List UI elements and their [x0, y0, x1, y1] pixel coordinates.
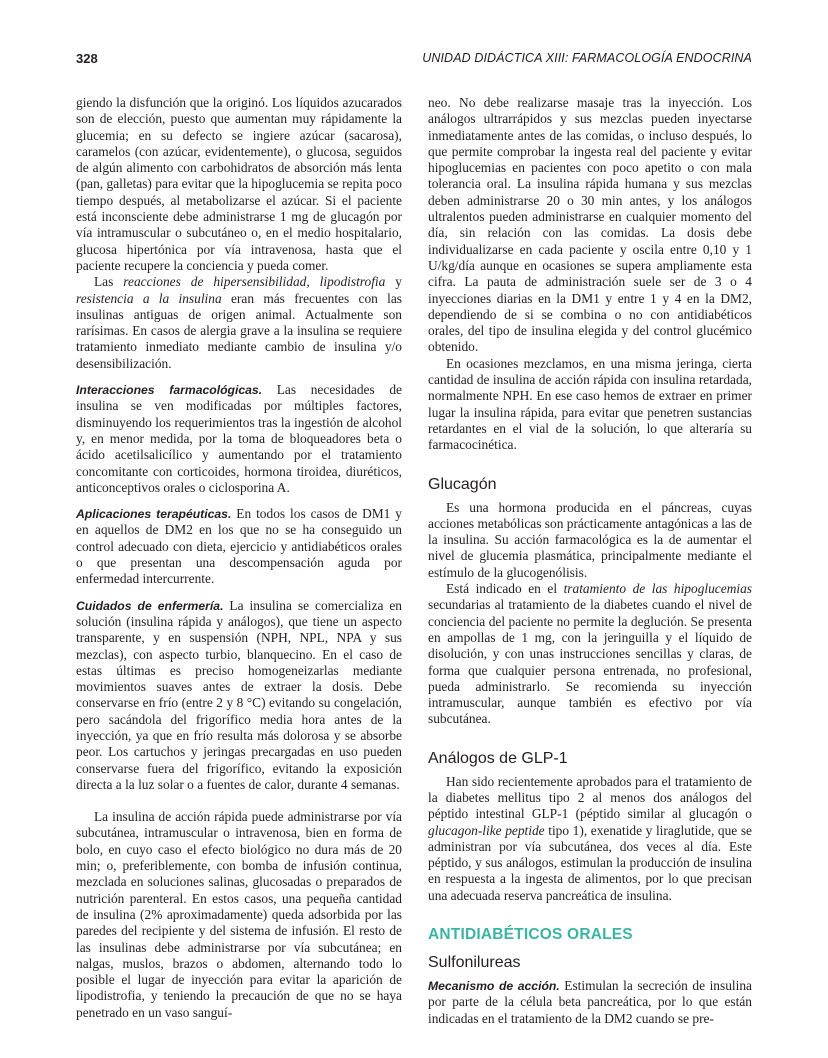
section-heading: ANTIDIABÉTICOS ORALES [428, 926, 633, 944]
page-number: 328 [76, 51, 98, 66]
glucagon-heading: Glucagón [428, 475, 497, 493]
interactions-paragraph: Interacciones farmacológicas. Las necesidades de insulina se ven modificadas por múltiples factores, disminuyendo los requerimientos tras la ingestión de alcohol y, en menor medida, por la toma de bloqueadores beta o ácido acetilsalicílico y aumentando por el tratamiento concomitante con corticoides, hormona tiroidea, diuréticos, anticonceptivos orales o ciclosporina A. [76, 382, 402, 495]
page-header [76, 51, 752, 71]
paragraph: La insulina de acción rápida puede administrarse por vía subcutánea, intramuscular o intravenosa, bien en forma de bolo, en cuyo caso el efecto biológico no dura más de 20 min; o, preferiblemente, con bomba de infusión continua, mezclada en soluciones salinas, glucosadas o preparados de nutrición parenteral. En estos casos, una pequeña cantidad de insulina (2% aproximadamente) queda adsorbida por las paredes del recipiente y del sistema de infusión. El resto de las insulinas debe administrarse por vía subcutánea; en nalgas, muslos, brazos o abdomen, alternando todo lo posible el lugar de inyección para evitar la aparición de lipodistrofia, y teniendo la precaución de que no se haya penetrado en un vaso sanguí- [76, 809, 402, 1020]
runin-heading: Cuidados de enfermería. [76, 598, 224, 613]
applications-paragraph: Aplicaciones terapéuticas. En todos los casos de DM1 y en aquellos de DM2 en los que no se ha conseguido un control adecuado con dieta, ejercicio y antidiabéticos orales o que presentan una descompensación aguda por enfermedad intercurrente. [76, 506, 402, 587]
paragraph: neo. No debe realizarse masaje tras la inyección. Los análogos ultrarrápidos y sus mezclas pueden inyectarse inmediatamente antes de las comidas, o incluso después, lo que permite comprobar la ingesta real del paciente y evitar hipoglucemias en pacientes con poco apetito o con mala tolerancia oral. La insulina rápida humana y sus mezclas deben administrarse 20 o 30 min antes, y los análogos ultralentos pueden administrarse en cualquier momento del día, sin relación con las comidas. La dosis debe individualizarse en cada paciente y oscila entre 0,10 y 1 U/kg/día aunque en ocasiones se supera ampliamente esta cifra. La pauta de administración suele ser de 3 o 4 inyecciones diarias en la DM1 y entre 1 y 4 en la DM2, dependiendo de si se combina o no con antidiabéticos orales, del tipo de insulina elegida y del control glucémico obtenido. [428, 95, 752, 355]
runin-heading: Interacciones farmacológicas. [76, 383, 263, 398]
paragraph: Está indicado en el tratamiento de las hipoglucemias secundarias al tratamiento de la diabetes cuando el nivel de conciencia del paciente no permite la deglución. Se presenta en ampollas de 1 mg, con la jeringuilla y el líquido de disolución, y con unas instrucciones sencillas y claras, de forma que cualquier persona entrenada, no profesional, pueda administrarlo. Se recomienda su inyección intramuscular, aunque también es efectivo por vía subcutánea. [428, 581, 752, 727]
paragraph: Las reacciones de hipersensibilidad, lipodistrofia y resistencia a la insulina eran más frecuentes con las insulinas antiguas de origen animal. Actualmente son rarísimas. En casos de alergia grave a la insulina se requiere tratamiento inmediato mediante cambio de insulina y/o desensibilización. [76, 274, 403, 371]
left-column [76, 95, 402, 1021]
running-title: UNIDAD DIDÁCTICA XIII: FARMACOLOGÍA ENDOCRINA [422, 51, 752, 65]
runin-heading: Aplicaciones terapéuticas. [76, 507, 232, 522]
nursing-care-paragraph: Cuidados de enfermería. La insulina se comercializa en solución (insulina rápida y análogos), que tiene un aspecto transparente, y en suspensión (NPH, NPL, NPA y sus mezclas), con aspecto turbio, blanquecino. En el caso de estas últimas es preciso homogeneizarlas mediante movimientos suaves antes de extraer la dosis. Debe conservarse en frío (entre 2 y 8 °C) evitando su congelación, pero sacándola del frigorífico media hora antes de la inyección, ya que en frío resulta más dolorosa y se absorbe peor. Los cartuchos y jeringas precargadas en uso pueden conservarse fuera del frigorífico, evitando la exposición directa a la luz solar o a fuentes de calor, durante 4 semanas. [76, 597, 402, 792]
paragraph: giendo la disfunción que la originó. Los líquidos azucarados son de elección, puesto que aumentan muy rápidamente la glucemia; en su defecto se ingiere azúcar (sacarosa), caramelos (con azúcar, evidentemente), o glucosa, seguidos de algún alimento con carbohidratos de absorción más lenta (pan, galletas) para evitar que la hipoglucemia se repita poco tiempo después, al metabolizarse el azúcar. Si el paciente está inconsciente debe administrarse 1 mg de glucagón por vía intramuscular o subcutáneo o, en el medio hospitalario, glucosa hipertónica por vía intravenosa, hasta que el paciente recupere la conciencia y pueda comer. [76, 95, 402, 273]
sulfonylureas-heading: Sulfonilureas [428, 954, 521, 972]
mechanism-paragraph: Mecanismo de acción. Estimulan la secreción de insulina por parte de la célula beta pancreática, por lo que están indicadas en el tratamiento de la DM2 cuando se pre- [428, 978, 752, 1026]
glp1-heading: Análogos de GLP-1 [428, 749, 568, 767]
paragraph: En ocasiones mezclamos, en una misma jeringa, cierta cantidad de insulina de acción rápida con insulina retardada, normalmente NPH. En ese caso hemos de extraer en primer lugar la insulina rápida, para evitar que penetren sustancias retardantes en el vial de la solución, lo que alteraría su farmacocinética. [428, 355, 752, 453]
paragraph: Han sido recientemente aprobados para el tratamiento de la diabetes mellitus tipo 2 al menos dos análogos del péptido intestinal GLP-1 (péptido similar al glucagón o glucagon-like peptide tipo 1), exenatide y liraglutide, que se administran por vía subcutánea, dos veces al día. Este péptido, y sus análogos, estimulan la producción de insulina en respuesta a la ingesta de alimentos, por lo que precisan una adecuada reserva pancreática de insulina. [428, 773, 752, 903]
right-column [428, 95, 752, 1027]
paragraph: Es una hormona producida en el páncreas, cuyas acciones metabólicas son prácticamente antagónicas a las de la insulina. Su acción farmacológica es la de aumentar el nivel de glucemia plasmática, principalmente mediante el estímulo de la glucogenólisis. [428, 499, 752, 580]
runin-heading: Mecanismo de acción. [428, 979, 560, 994]
